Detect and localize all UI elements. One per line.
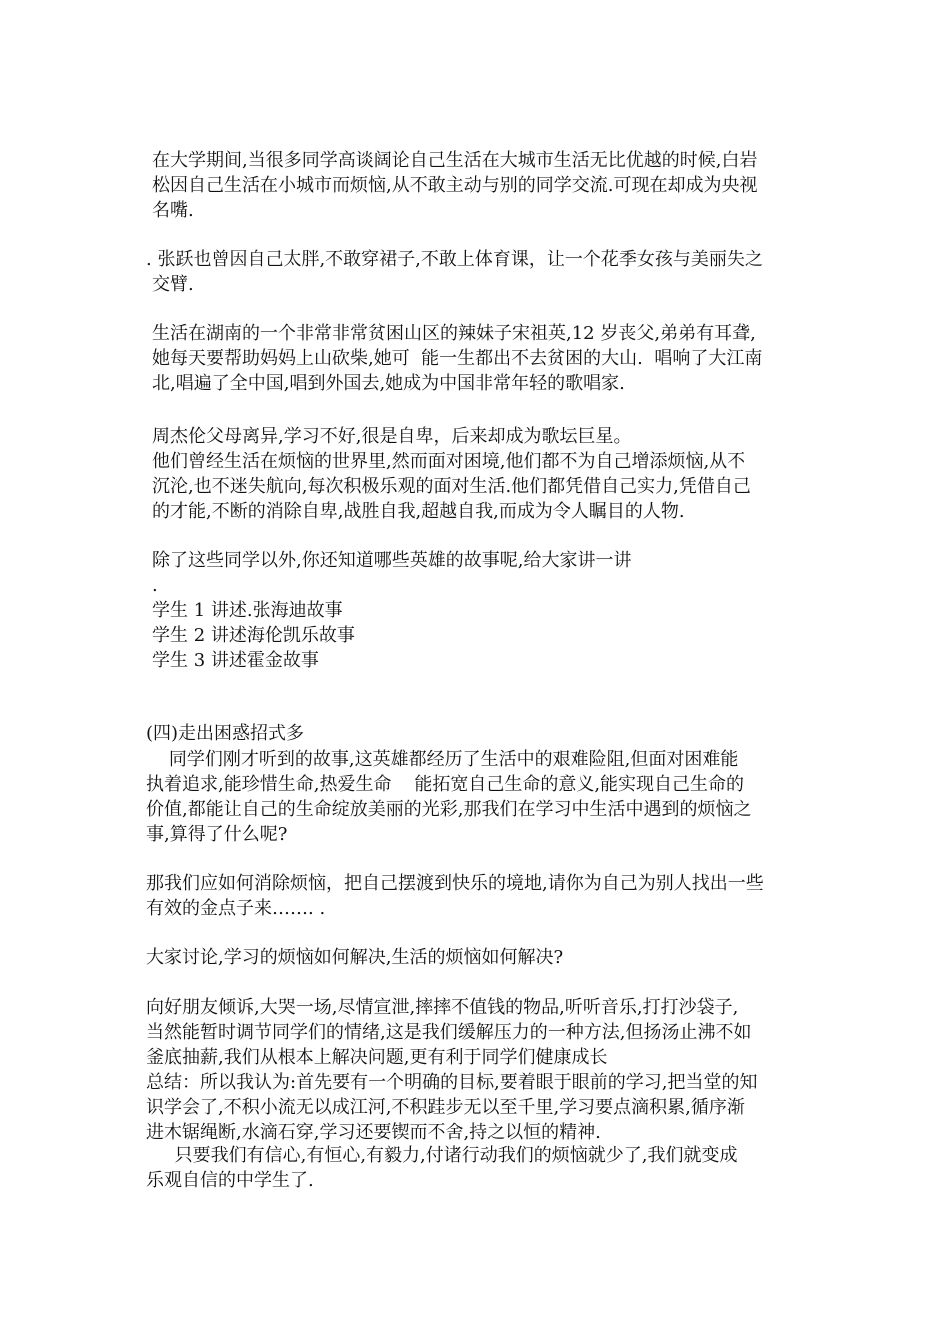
text-line: 执着追求,能珍惜生命,热爱生命 能拓宽自己生命的意义,能实现自己生命的 <box>146 774 745 795</box>
text-line: 大家讨论,学习的烦恼如何解决,生活的烦恼如何解决? <box>146 947 564 968</box>
section-heading <box>146 721 304 746</box>
text-line: 总结：所以我认为:首先要有一个明确的目标,要着眼于眼前的学习,把当堂的知 <box>146 1072 758 1093</box>
text-line: 松因自己生活在小城市而烦恼,从不敢主动与别的同学交流.可现在却成为央视 <box>152 175 758 196</box>
text-line: 那我们应如何消除烦恼，把自己摆渡到快乐的境地,请你为自己为别人找出一些 <box>146 873 764 894</box>
text-line: 名嘴. <box>152 200 194 221</box>
paragraph-bai-yansong <box>152 148 757 223</box>
text-line: 在大学期间,当很多同学高谈阔论自己生活在大城市生活无比优越的时候,白岩 <box>152 150 758 171</box>
paragraph-discussion <box>146 945 563 970</box>
text-line: 向好朋友倾诉,大哭一场,尽情宣泄,摔摔不值钱的物品,听听音乐,打打沙袋子, <box>146 997 739 1018</box>
text-line: 只要我们有信心,有恒心,有毅力,付诸行动我们的烦恼就少了,我们就变成 <box>146 1145 738 1166</box>
text-line: 当然能暂时调节同学们的情绪,这是我们缓解压力的一种方法,但扬汤止沸不如 <box>146 1022 752 1043</box>
text-line: 生活在湖南的一个非常非常贫困山区的辣妹子宋祖英,12 岁丧父,弟弟有耳聋, <box>152 323 756 344</box>
text-line: 学生 2 讲述海伦凯乐故事 <box>152 625 355 646</box>
text-line: 交臂. <box>152 274 194 295</box>
paragraph-conclusion <box>146 1143 738 1193</box>
text-line: 乐观自信的中学生了. <box>146 1170 314 1191</box>
text-line: 他们曾经生活在烦恼的世界里,然而面对困境,他们都不为自己增添烦恼,从不 <box>152 451 746 472</box>
text-line: 事,算得了什么呢? <box>146 824 288 845</box>
paragraph-stories-summary <box>146 747 751 847</box>
text-line: 她每天要帮助妈妈上山砍柴,她可 能一生都出不去贫困的大山. 唱响了大江南 <box>152 348 763 369</box>
text-line: 价值,都能让自己的生命绽放美丽的光彩,那我们在学习中生活中遇到的烦恼之 <box>146 799 752 820</box>
text-line: 学生 3 讲述霍金故事 <box>152 650 319 671</box>
paragraph-golden-ideas <box>146 871 764 921</box>
paragraph-song-zuying <box>152 321 762 396</box>
text-line: . 张跃也曾因自己太胖,不敢穿裙子,不敢上体育课，让一个花季女孩与美丽失之 <box>146 249 763 270</box>
text-line: 除了这些同学以外,你还知道哪些英雄的故事呢,给大家讲一讲 <box>152 550 632 571</box>
text-line: 沉沦,也不迷失航向,每次积极乐观的面对生活.他们都凭借自己实力,凭借自己 <box>152 476 751 497</box>
text-line: 识学会了,不积小流无以成江河,不积跬步无以至千里,学习要点滴积累,循序渐 <box>146 1097 745 1118</box>
paragraph-other-heroes <box>152 548 631 673</box>
text-line: 周杰伦父母离异,学习不好,很是自卑，后来却成为歌坛巨星。 <box>152 426 632 447</box>
text-line: 有效的金点子来……. . <box>146 898 326 919</box>
text-line: 同学们刚才听到的故事,这英雄都经历了生活中的艰难险阻,但面对困难能 <box>146 749 739 770</box>
text-line: 北,唱遍了全中国,唱到外国去,她成为中国非常年轻的歌唱家. <box>152 373 625 394</box>
text-line: 釜底抽薪,我们从根本上解决问题,更有利于同学们健康成长 <box>146 1047 608 1068</box>
paragraph-methods-summary <box>146 995 758 1145</box>
text-line: . <box>152 575 158 596</box>
text-line: 进木锯绳断,水滴石穿,学习还要锲而不舍,持之以恒的精神. <box>146 1122 601 1143</box>
paragraph-zhang-yue <box>146 247 763 297</box>
heading-text: (四)走出困惑招式多 <box>146 723 305 744</box>
text-line: 的才能,不断的消除自卑,战胜自我,超越自我,而成为令人瞩目的人物. <box>152 501 685 522</box>
text-line: 学生 1 讲述.张海迪故事 <box>152 600 343 621</box>
paragraph-jay-chou <box>152 424 751 524</box>
